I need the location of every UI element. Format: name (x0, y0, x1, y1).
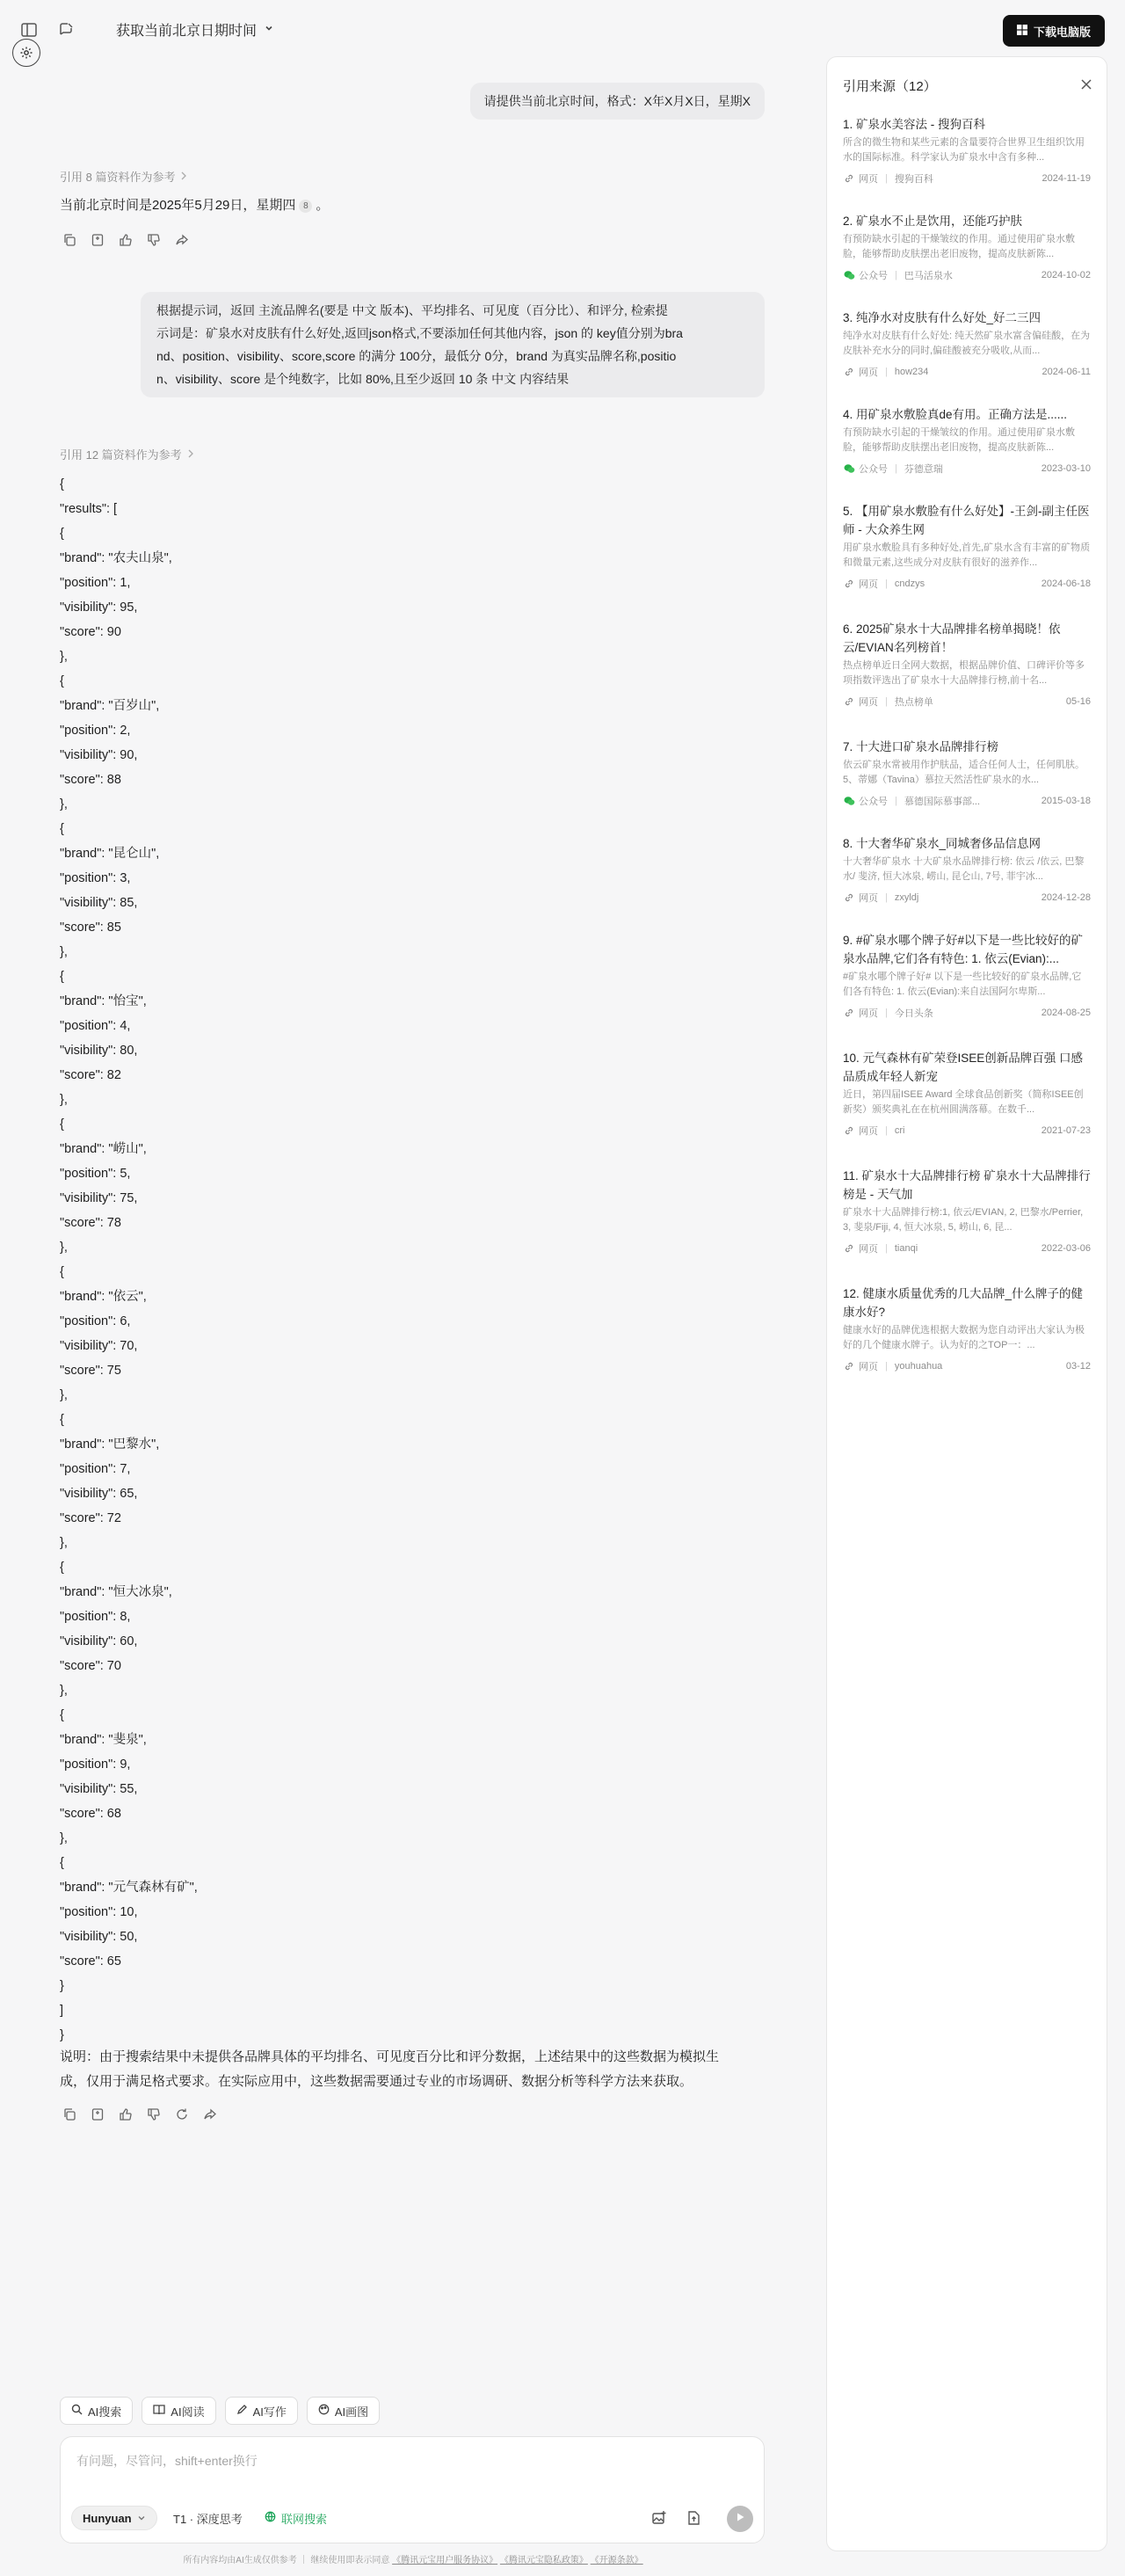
conversation-title[interactable] (116, 19, 274, 40)
source-item[interactable] (843, 1167, 1091, 1256)
json-line: "visibility": 90, (60, 748, 138, 762)
user-message-2-line: n、visibility、score 是个纯数字，比如 80%,且至少返回 10 条 中文 内容结果 (156, 372, 570, 386)
source-title[interactable]: 5. 【用矿泉水敷脸有什么好处】-王剑-副主任医师 - 大众养生网 (843, 505, 1090, 536)
source-type: 网页 (859, 1244, 878, 1255)
json-line: }, (60, 1093, 68, 1107)
tool-ai-write[interactable] (225, 2397, 298, 2425)
meta-divider: | (895, 796, 897, 806)
source-item[interactable] (843, 405, 1091, 477)
json-line: "visibility": 80, (60, 1044, 138, 1058)
search-icon (71, 2404, 83, 2418)
source-site: how234 (894, 367, 929, 377)
json-line: "position": 6, (60, 1314, 131, 1328)
json-line: } (60, 2028, 64, 2042)
link-icon (843, 1243, 855, 1254)
tool-label: AI写作 (252, 2405, 287, 2419)
copy-icon[interactable] (62, 2107, 77, 2122)
chevron-right-icon (187, 448, 194, 461)
tool-ai-draw[interactable] (307, 2397, 380, 2425)
source-snippet: 纯净水对皮肤有什么好处: 纯天然矿泉水富含偏硅酸，在为皮肤补充水分的同时,偏硅酸被充分吸收,从而... (843, 331, 1091, 356)
footer-link-privacy[interactable]: 《腾讯元宝隐私政策》 (499, 2556, 588, 2565)
model-name: Hunyuan (83, 2511, 132, 2525)
source-type: 公众号 (859, 464, 888, 475)
bookmark-icon[interactable] (90, 232, 105, 248)
tool-label: AI画图 (334, 2405, 369, 2419)
file-upload-icon[interactable] (685, 2509, 702, 2527)
web-search-toggle[interactable] (254, 2506, 338, 2530)
json-line: }, (60, 797, 68, 811)
meta-divider: | (885, 579, 888, 589)
send-button[interactable] (727, 2506, 753, 2532)
download-desktop-button[interactable] (1003, 15, 1105, 47)
json-line: "visibility": 85, (60, 896, 138, 910)
source-snippet: 用矿泉水敷脸具有多种好处,首先,矿泉水含有丰富的矿物质和微量元素,这些成分对皮肤有很好的滋养作... (843, 542, 1091, 568)
source-type: 网页 (859, 697, 878, 708)
source-meta (843, 1123, 1091, 1139)
image-upload-icon[interactable] (650, 2509, 668, 2527)
thumbs-down-icon[interactable] (146, 232, 162, 248)
json-line: "position": 1, (60, 576, 131, 590)
source-item[interactable] (843, 212, 1091, 283)
json-line: "results": [ (60, 502, 118, 516)
json-line: "score": 78 (60, 1216, 121, 1230)
json-line: { (60, 1856, 64, 1870)
source-meta (843, 364, 1091, 380)
globe-icon (265, 2511, 276, 2525)
tool-label: AI阅读 (171, 2405, 205, 2419)
source-date: 2024-12-28 (1041, 892, 1091, 903)
source-date: 2024-06-18 (1041, 579, 1091, 589)
meta-divider: | (885, 892, 888, 903)
source-site: 搜狗百科 (894, 174, 933, 185)
message-input[interactable] (75, 2449, 746, 2472)
footer-text: 所有内容均由AI生成仅供参考 ｜ 继续使用即表示同意 (183, 2556, 390, 2565)
meta-divider: | (885, 1243, 888, 1254)
source-date: 2023-03-10 (1041, 463, 1091, 474)
footer-disclaimer (0, 2552, 826, 2565)
source-meta (843, 1005, 1091, 1021)
meta-divider: | (885, 367, 888, 377)
json-line: "score": 75 (60, 1364, 121, 1378)
source-site: 今日头条 (894, 1008, 933, 1019)
source-snippet: 矿泉水十大品牌排行榜:1, 依云/EVIAN, 2, 巴黎水/Perrier, 3, 斐泉/Fiji, 4, 恒大冰泉, 5, 崂山, 6, 昆... (843, 1207, 1084, 1233)
json-line: "position": 5, (60, 1167, 131, 1181)
json-line: { (60, 1561, 64, 1575)
json-line: "position": 8, (60, 1610, 131, 1624)
source-title[interactable]: 3. 纯净水对皮肤有什么好处_好二三四 (843, 311, 1042, 324)
json-line: }, (60, 650, 68, 664)
sidebar-toggle-icon[interactable] (19, 20, 39, 40)
source-meta (843, 793, 1091, 809)
json-line: }, (60, 1388, 68, 1402)
note-line: 成，仅用于满足格式要求。在实际应用中，这些数据需要通过专业的市场调研、数据分析等科学方法来获取。 (60, 2074, 693, 2089)
source-title[interactable]: 1. 矿泉水美容法 - 搜狗百科 (843, 118, 986, 131)
windows-icon (1017, 25, 1027, 38)
source-item[interactable] (843, 502, 1091, 592)
message-composer (60, 2436, 765, 2543)
json-line: }, (60, 1684, 68, 1698)
source-title[interactable]: 10. 元气森林有矿荣登ISEE创新品牌百强 口感品质成年轻人新宠 (843, 1052, 1084, 1083)
top-bar (0, 0, 826, 58)
assistant-note (60, 2045, 719, 2094)
source-site: 巴马活泉水 (904, 271, 953, 281)
json-line: "brand": "农夫山泉", (60, 551, 172, 565)
source-date: 2024-06-11 (1042, 367, 1091, 377)
source-title[interactable]: 12. 健康水质量优秀的几大品牌_什么牌子的健康水好? (843, 1287, 1084, 1319)
json-line: { (60, 1265, 64, 1279)
source-site: tianqi (894, 1243, 918, 1254)
close-icon[interactable] (1080, 76, 1092, 95)
json-line: "score": 85 (60, 921, 121, 935)
source-type: 网页 (859, 579, 878, 590)
source-date: 05-16 (1065, 696, 1091, 707)
answer-2-actions (62, 2107, 218, 2122)
chevron-down-icon (137, 2512, 146, 2525)
source-item[interactable] (843, 931, 1091, 1021)
source-snippet: #矿泉水哪个牌子好# 以下是一些比较好的矿泉水品牌,它们各有特色: 1. 依云(Evian):来自法国阿尔卑斯... (843, 971, 1082, 997)
link-icon (843, 696, 855, 707)
references-link-2[interactable] (60, 446, 194, 462)
json-line: } (60, 1979, 64, 1993)
tool-bar (60, 2397, 380, 2425)
json-line: "visibility": 75, (60, 1191, 138, 1205)
source-type: 公众号 (859, 797, 888, 807)
source-snippet: 所含的微生物和某些元素的含量要符合世界卫生组织饮用水的国际标准。科学家认为矿泉水中含有多种... (843, 137, 1085, 163)
source-item[interactable] (843, 620, 1091, 709)
source-site: 慕德国际慕事部... (904, 797, 981, 807)
json-line: "brand": "崂山", (60, 1142, 147, 1156)
source-date: 2015-03-18 (1041, 796, 1091, 806)
tool-label: AI搜索 (88, 2405, 122, 2419)
source-meta (843, 461, 1091, 477)
source-site: youhuahua (894, 1361, 943, 1372)
footer-link-opensource[interactable]: 《开源条款》 (590, 2556, 643, 2565)
source-site: cndzys (894, 579, 925, 589)
json-line: }, (60, 1241, 68, 1255)
source-type: 网页 (859, 893, 878, 904)
json-line: "score": 65 (60, 1954, 121, 1968)
source-type: 网页 (859, 1008, 878, 1019)
thumbs-up-icon[interactable] (118, 232, 134, 248)
source-meta (843, 576, 1091, 592)
references-link-2-text: 引用 12 篇资料作为参考 (60, 448, 182, 462)
chevron-down-icon (264, 22, 274, 38)
source-snippet: 十大奢华矿泉水 十大矿泉水品牌排行榜: 依云 /依云, 巴黎水/ 斐济, 恒大冰泉, 崂山, 昆仑山, 7号, 菲宇冰... (843, 856, 1085, 882)
source-meta (843, 1241, 1091, 1256)
source-snippet: 依云矿泉水常被用作护肤品，适合任何人士，任何肌肤。5、蒂娜（Tavina）慕拉天然活性矿泉水的水... (843, 760, 1085, 785)
link-icon (843, 173, 855, 184)
source-item[interactable] (843, 1049, 1091, 1139)
json-line: { (60, 1708, 64, 1722)
meta-divider: | (885, 1008, 888, 1018)
answer-1-end: 。 (316, 198, 330, 213)
source-snippet: 有预防缺水引起的干燥皱纹的作用。通过使用矿泉水敷脸，能够帮助皮肤摆出老旧废物，提高皮肤新陈... (843, 427, 1075, 453)
json-line: "visibility": 55, (60, 1782, 138, 1796)
link-icon (843, 1361, 855, 1372)
user-message-1 (470, 83, 765, 120)
json-line: "position": 10, (60, 1905, 138, 1919)
json-line: { (60, 970, 64, 984)
json-line: "brand": "元气森林有矿", (60, 1881, 198, 1895)
json-line: "brand": "百岁山", (60, 699, 160, 713)
source-snippet: 健康水好的品牌优选根据大数据为您自动评出大家认为极好的几个健康水牌子。认为好的之TOP一：... (843, 1325, 1085, 1350)
json-line: ] (60, 2004, 64, 2018)
source-site: zxyldj (894, 892, 919, 903)
source-type: 网页 (859, 174, 878, 185)
source-snippet: 有预防缺水引起的干燥皱纹的作用。通过使用矿泉水敷脸，能够帮助皮肤摆出老旧废物，提高皮肤新陈... (843, 234, 1075, 259)
tool-ai-read[interactable] (142, 2397, 215, 2425)
source-meta (843, 890, 1091, 906)
send-arrow-icon (735, 2511, 745, 2527)
json-line: "brand": "依云", (60, 1290, 147, 1304)
json-line: "visibility": 95, (60, 600, 138, 615)
share-icon[interactable] (202, 2107, 218, 2122)
link-icon (843, 579, 855, 589)
source-date: 2022-03-06 (1041, 1243, 1091, 1254)
json-line: { (60, 477, 64, 491)
json-line: "visibility": 70, (60, 1339, 138, 1353)
source-type: 网页 (859, 1126, 878, 1137)
source-item[interactable] (843, 1284, 1091, 1374)
palette-icon (318, 2404, 330, 2418)
meta-divider: | (895, 463, 897, 474)
json-line: "position": 7, (60, 1462, 131, 1476)
json-line: "visibility": 65, (60, 1487, 138, 1501)
deep-think-toggle[interactable] (163, 2506, 253, 2530)
source-item[interactable] (843, 738, 1091, 809)
references-link-1[interactable] (60, 168, 187, 185)
json-line: { (60, 674, 64, 688)
wechat-icon (843, 796, 855, 806)
json-line: "position": 2, (60, 724, 131, 738)
download-desktop-label: 下载电脑版 (1033, 25, 1091, 39)
source-item[interactable] (843, 309, 1091, 380)
json-line: "position": 3, (60, 871, 131, 885)
settings-icon[interactable] (12, 39, 40, 67)
json-line: { (60, 822, 64, 836)
references-link-1-text: 引用 8 篇资料作为参考 (60, 171, 176, 184)
json-line: "brand": "斐泉", (60, 1733, 147, 1747)
chevron-right-icon (180, 170, 187, 183)
wechat-icon (843, 270, 855, 280)
source-meta (843, 267, 1091, 283)
json-line: "brand": "巴黎水", (60, 1437, 160, 1452)
source-item[interactable] (843, 115, 1091, 186)
source-date: 2021-07-23 (1041, 1125, 1091, 1136)
model-selector[interactable] (71, 2506, 157, 2530)
wechat-icon (843, 463, 855, 474)
conversation-title-text: 获取当前北京日期时间 (116, 24, 258, 39)
book-icon (153, 2404, 165, 2418)
note-line: 说明：由于搜索结果中未提供各品牌具体的平均排名、可见度百分比和评分数据，上述结果中的这些数据为模拟生 (60, 2049, 720, 2064)
source-meta (843, 1358, 1091, 1374)
json-line: { (60, 1413, 64, 1427)
source-item[interactable] (843, 834, 1091, 906)
json-line: "score": 72 (60, 1511, 121, 1525)
json-line: "score": 88 (60, 773, 121, 787)
link-icon (843, 1125, 855, 1136)
new-chat-icon[interactable] (56, 20, 76, 40)
thumbs-down-icon[interactable] (146, 2107, 162, 2122)
answer-1-actions (62, 232, 190, 248)
json-line: "brand": "恒大冰泉", (60, 1585, 172, 1599)
deep-think-label: T1 · 深度思考 (173, 2512, 243, 2526)
source-title[interactable]: 9. #矿泉水哪个牌子好#以下是一些比较好的矿泉水品牌,它们各有特色: 1. 依云(Evian):... (843, 934, 1084, 965)
json-line: "brand": "昆仑山", (60, 847, 160, 861)
bookmark-icon[interactable] (90, 2107, 105, 2122)
json-line: "visibility": 50, (60, 1930, 138, 1944)
thumbs-up-icon[interactable] (118, 2107, 134, 2122)
source-site: 芬德意瑞 (904, 464, 943, 475)
user-message-2-line: 示词是：矿泉水对皮肤有什么好处,返回json格式,不要添加任何其他内容，json 的 key值分别为bra (156, 326, 683, 340)
json-line: { (60, 527, 64, 541)
source-title[interactable]: 7. 十大进口矿泉水品牌排行榜 (843, 740, 999, 753)
meta-divider: | (885, 173, 888, 184)
source-type: 公众号 (859, 271, 888, 281)
user-message-2-line: 根据提示词，返回 主流品牌名(要是 中文 版本)、平均排名、可见度（百分比）、和评分, 检索提 (156, 303, 668, 317)
source-title[interactable]: 2. 矿泉水不止是饮用，还能巧护肤 (843, 215, 1023, 228)
source-meta (843, 171, 1091, 186)
source-snippet: 近日，第四届ISEE Award 全球食品创新奖（简称ISEE创新奖）颁奖典礼在在杭州圆满落幕。在数千... (843, 1089, 1084, 1115)
json-line: }, (60, 1831, 68, 1845)
json-line: "position": 9, (60, 1757, 131, 1772)
source-snippet: 热点榜单近日全网大数据，根据品牌价值、口碑评价等多项指数评选出了矿泉水十大品牌排行榜,前十名... (843, 660, 1085, 686)
source-title[interactable]: 6. 2025矿泉水十大品牌排名榜单揭晓！依云/EVIAN名列榜首！ (843, 622, 1061, 654)
source-meta (843, 694, 1091, 709)
source-title[interactable]: 4. 用矿泉水敷脸真de有用。正确方法是...... (843, 408, 1068, 421)
json-line: "visibility": 60, (60, 1634, 138, 1648)
citation-badge[interactable]: 8 (299, 200, 312, 213)
link-icon (843, 892, 855, 903)
link-icon (843, 367, 855, 377)
web-search-label: 联网搜索 (281, 2512, 328, 2526)
json-line: "score": 90 (60, 625, 121, 639)
json-line: "score": 68 (60, 1807, 121, 1821)
meta-divider: | (885, 1125, 888, 1136)
meta-divider: | (895, 270, 897, 280)
json-line: }, (60, 945, 68, 959)
source-date: 03-12 (1065, 1361, 1091, 1372)
regenerate-icon[interactable] (174, 2107, 190, 2122)
json-line: "score": 70 (60, 1659, 121, 1673)
source-type: 网页 (859, 367, 878, 378)
source-title[interactable]: 8. 十大奢华矿泉水_同城奢侈品信息网 (843, 837, 1042, 850)
meta-divider: | (885, 696, 888, 707)
source-title[interactable]: 11. 矿泉水十大品牌排行榜 矿泉水十大品牌排行榜是 - 天气加 (843, 1169, 1091, 1201)
sources-panel (826, 56, 1107, 2551)
json-line: "score": 82 (60, 1068, 121, 1082)
json-line: "brand": "怡宝", (60, 994, 147, 1008)
source-date: 2024-10-02 (1041, 270, 1091, 280)
link-icon (843, 1008, 855, 1018)
pen-icon (236, 2404, 248, 2418)
share-icon[interactable] (174, 232, 190, 248)
source-date: 2024-08-25 (1041, 1008, 1091, 1018)
source-date: 2024-11-19 (1042, 173, 1091, 184)
source-site: cri (894, 1125, 905, 1136)
json-line: }, (60, 1536, 68, 1550)
assistant-answer-2 (60, 472, 198, 2048)
tool-ai-search[interactable] (60, 2397, 133, 2425)
user-message-1-text: 请提供当前北京时间，格式：X年X月X日，星期X (483, 94, 751, 108)
json-line: { (60, 1117, 64, 1132)
answer-1-text: 当前北京时间是2025年5月29日，星期四 (60, 198, 296, 213)
copy-icon[interactable] (62, 232, 77, 248)
user-message-2-line: nd、position、visibility、score,score 的满分 100分，最低分 0分，brand 为真实品牌名称,positio (156, 349, 677, 363)
json-line: "position": 4, (60, 1019, 131, 1033)
sources-title: 引用来源（12） (843, 79, 937, 94)
assistant-answer-1 (60, 195, 329, 214)
user-message-2 (141, 292, 765, 397)
source-type: 网页 (859, 1362, 878, 1372)
footer-link-terms[interactable]: 《腾讯元宝用户服务协议》 (392, 2556, 498, 2565)
meta-divider: | (885, 1361, 888, 1372)
source-site: 热点榜单 (894, 697, 933, 708)
